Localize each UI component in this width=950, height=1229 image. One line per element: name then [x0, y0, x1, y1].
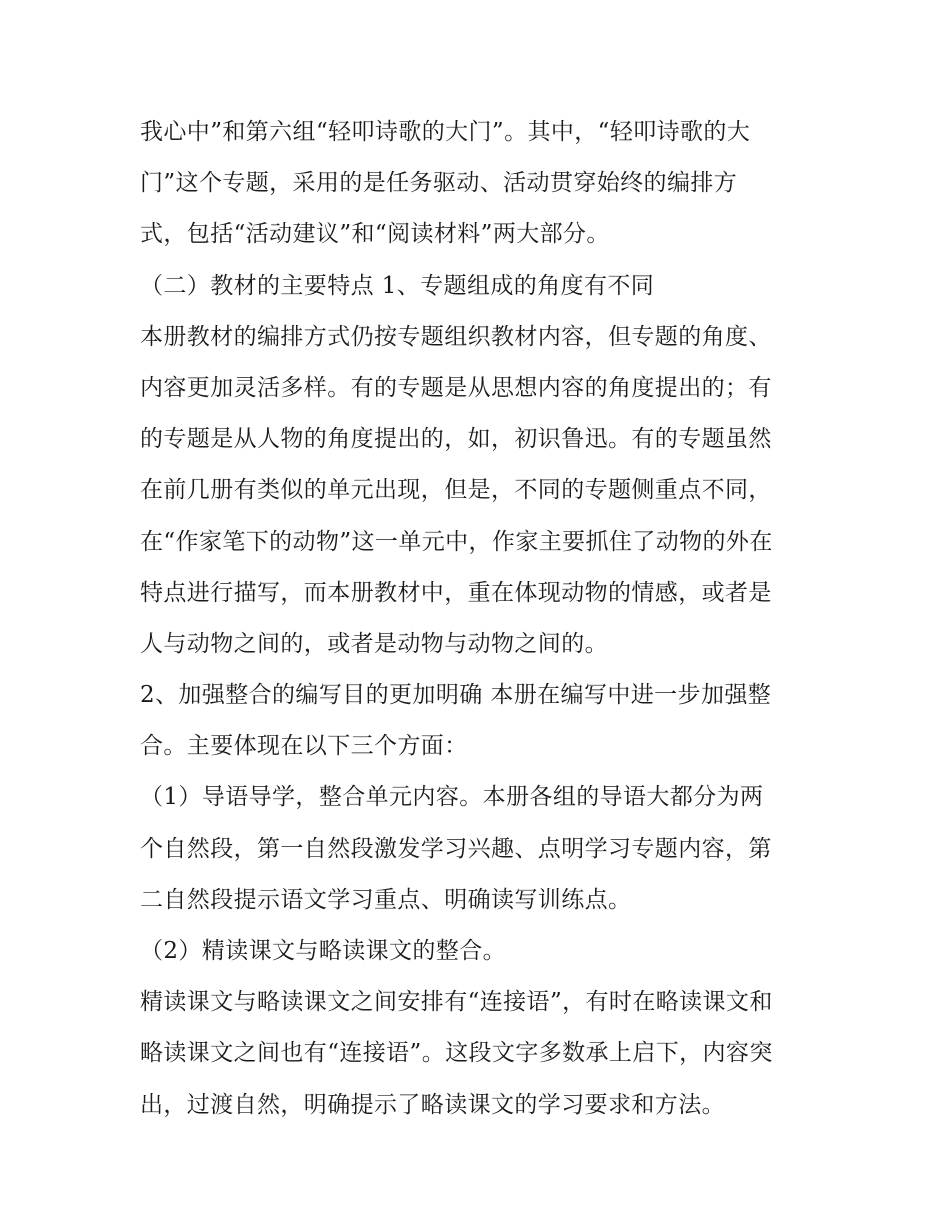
- text-line: 在前几册有类似的单元出现，但是，不同的专题侧重点不同，: [140, 477, 772, 504]
- text-line: 式，包括“活动建议”和“阅读材料”两大部分。: [140, 221, 610, 248]
- text-line: 略读课文之间也有“连接语”。这段文字多数承上启下，内容突: [140, 1040, 773, 1067]
- text-line: 在“作家笔下的动物”这一单元中，作家主要抓住了动物的外在: [140, 528, 773, 555]
- section-heading: 2、加强整合的编写目的更加明确 本册在编写中进一步加强整: [140, 682, 772, 709]
- text-line: 二自然段提示语文学习重点、明确读写训练点。: [140, 886, 632, 913]
- text-line: 精读课文与略读课文之间安排有“连接语”，有时在略读课文和: [140, 989, 773, 1016]
- text-line: 内容更加灵活多样。有的专题是从思想内容的角度提出的；有: [140, 374, 772, 401]
- text-line: 人与动物之间的，或者是动物与动物之间的。: [140, 630, 608, 657]
- text-line: 个自然段，第一自然段激发学习兴趣、点明学习专题内容，第: [140, 835, 772, 862]
- text-line: 合。主要体现在以下三个方面：: [140, 733, 468, 760]
- text-line: 特点进行描写，而本册教材中，重在体现动物的情感，或者是: [140, 579, 772, 606]
- document-page: [140, 107, 820, 1131]
- list-item: （1）导语导学，整合单元内容。本册各组的导语大都分为两: [140, 784, 764, 811]
- section-heading: （二）教材的主要特点 1、专题组成的角度有不同: [140, 272, 655, 299]
- text-line: 本册教材的编排方式仍按专题组织教材内容，但专题的角度、: [140, 323, 772, 350]
- list-item: （2）精读课文与略读课文的整合。: [140, 938, 507, 964]
- text-line: 门”这个专题，采用的是任务驱动、活动贯穿始终的编排方: [140, 170, 738, 197]
- text-line: 我心中”和第六组“轻叩诗歌的大门”。其中，“轻叩诗歌的大: [140, 119, 751, 145]
- text-line: 出，过渡自然，明确提示了略读课文的学习要求和方法。: [140, 1091, 725, 1118]
- text-line: 的专题是从人物的角度提出的，如，初识鲁迅。有的专题虽然: [140, 426, 772, 453]
